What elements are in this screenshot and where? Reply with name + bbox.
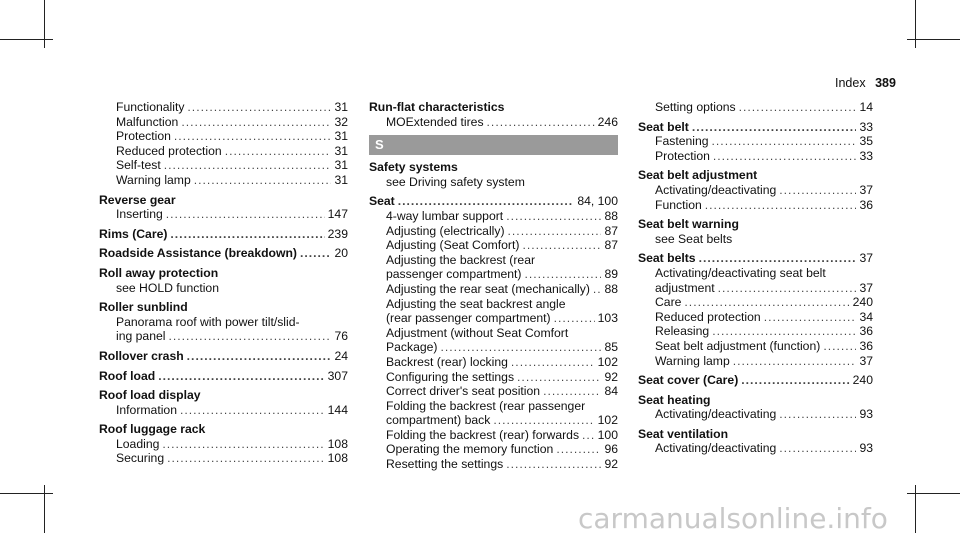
entry-term: Warning lamp [655,353,730,368]
dot-leader [779,441,856,456]
crop-mark [915,0,916,48]
entry-page-ref[interactable]: 37 [859,353,873,368]
entry-page-ref[interactable]: 76 [334,329,348,344]
index-subentry [369,428,618,443]
entry-page-ref[interactable]: 36 [859,197,873,212]
entry-page-ref[interactable]: 92 [604,457,618,472]
index-entry [638,120,873,135]
entry-term: Seat belt adjustment (function) [655,338,821,353]
entry-page-ref[interactable]: 100 [597,427,618,442]
page-number: 389 [875,76,896,90]
index-heading: Seat belt warning [638,217,739,232]
dot-leader [582,428,595,443]
index-subentry [638,339,873,354]
index-subentry [99,403,348,418]
dot-leader [733,354,857,369]
index-subentry [369,209,618,224]
index-subentry [369,311,618,326]
index-entry [99,227,348,242]
dot-leader [187,349,332,364]
entry-page-ref[interactable]: 31 [334,158,348,173]
entry-term: Seat cover (Care) [638,373,739,388]
dot-leader [181,115,331,130]
entry-term: Warning lamp [116,172,191,187]
index-subentry [638,295,873,310]
entry-term: adjustment [655,280,715,295]
entry-page-ref[interactable]: 33 [859,119,873,134]
index-subentry [369,224,618,239]
index-subentry [369,370,618,385]
dot-leader [166,207,325,222]
dot-leader [705,198,857,213]
dot-leader [506,209,601,224]
entry-page-ref[interactable]: 14 [859,100,873,114]
entry-term: Seat belts [638,251,696,266]
index-subentry [638,310,873,325]
dot-leader [493,413,594,428]
entry-page-ref[interactable]: 36 [859,338,873,353]
index-heading: Seat belt adjustment [638,168,758,183]
entry-term: ing panel [116,329,166,344]
index-subentry [369,267,618,282]
index-subentry [638,183,873,198]
entry-page-ref[interactable]: 96 [604,442,618,457]
index-subentry [369,115,618,130]
dot-leader [164,158,332,173]
entry-term: Inserting [116,207,163,222]
index-heading: Roll away protection [99,265,219,280]
entry-page-ref[interactable]: 307 [327,368,348,383]
entry-term: Configuring the settings [386,369,515,384]
dot-leader [398,194,575,209]
index-column-2 [369,100,618,472]
dot-leader [779,183,856,198]
entry-term: Seat belt [638,119,689,134]
index-entry [638,373,873,388]
index-subentry [638,324,873,339]
crop-mark [0,493,53,494]
entry-term: Activating/deactivating [655,407,777,422]
index-subentry-text: Folding the backrest (rear passenger [386,398,586,413]
entry-term: (rear passenger compartment) [386,311,551,326]
index-subentry [638,100,873,115]
entry-page-ref[interactable]: 144 [327,402,348,417]
entry-page-ref[interactable]: 103 [597,311,618,326]
dot-leader [300,246,331,261]
index-heading: Safety systems [369,160,458,175]
entry-page-ref[interactable]: 88 [604,281,618,296]
index-subentry [369,282,618,297]
dot-leader [162,437,324,452]
entry-term: compartment) back [386,413,491,428]
dot-leader [823,339,856,354]
entry-page-ref[interactable]: 92 [604,369,618,384]
index-subentry-text: Adjusting the seat backrest angle [386,296,566,311]
entry-page-ref[interactable]: 37 [859,251,873,266]
index-entry [638,251,873,266]
entry-term: Package) [386,340,438,355]
entry-page-ref[interactable]: 239 [327,226,348,241]
dot-leader [517,370,601,385]
dot-leader [170,227,324,242]
entry-term: Securing [116,451,165,466]
watermark: carmanualsonline.info [578,502,888,535]
dot-leader [174,129,332,144]
entry-term: Roof load [99,368,156,383]
dot-leader [543,384,601,399]
entry-term: 4-way lumbar support [386,208,504,223]
dot-leader [684,295,849,310]
entry-term: Rims (Care) [99,226,168,241]
entry-page-ref[interactable]: 20 [334,246,348,261]
index-subentry [369,384,618,399]
index-heading: Reverse gear [99,192,176,207]
entry-page-ref[interactable]: 240 [852,373,873,388]
section-letter-bar: S [369,135,618,155]
dot-leader [739,100,857,115]
entry-term: Malfunction [116,114,179,129]
entry-term: Reduced protection [655,309,761,324]
index-subentry-text: see Driving safety system [386,174,525,189]
index-entry [369,194,618,209]
index-heading: Seat ventilation [638,426,729,441]
entry-page-ref[interactable]: 31 [334,100,348,114]
entry-page-ref[interactable]: 147 [327,207,348,222]
index-subentry [638,198,873,213]
entry-term: Folding the backrest (rear) forwards [386,427,580,442]
dot-leader [522,238,601,253]
crop-mark [0,39,53,40]
entry-term: Seat [369,194,395,209]
entry-page-ref[interactable]: 85 [604,340,618,355]
entry-page-ref[interactable]: 31 [334,143,348,158]
index-subentry-text: Adjustment (without Seat Comfort [386,325,569,340]
entry-term: Fastening [655,134,709,149]
dot-leader [692,120,857,135]
running-header [835,76,896,90]
index-heading: Roller sunblind [99,300,188,315]
entry-term: Self-test [116,158,161,173]
index-subentry [638,281,873,296]
index-subentry [369,457,618,472]
entry-page-ref[interactable]: 34 [859,309,873,324]
entry-term: Adjusting (Seat Comfort) [386,238,520,253]
entry-page-ref[interactable]: 84, 100 [577,194,618,209]
entry-term: Roadside Assistance (breakdown) [99,246,297,261]
dot-leader [593,282,602,297]
entry-term: Protection [116,129,171,144]
dot-leader [712,324,856,339]
index-subentry [99,144,348,159]
entry-page-ref[interactable]: 108 [327,451,348,466]
index-subentry [638,441,873,456]
index-subentry [99,173,348,188]
entry-term: Correct driver's seat position [386,384,541,399]
entry-page-ref[interactable]: 89 [604,267,618,282]
entry-term: Care [655,295,682,310]
index-subentry [99,129,348,144]
index-subentry [99,115,348,130]
dot-leader [167,451,325,466]
entry-term: Backrest (rear) locking [386,354,508,369]
entry-term: Functionality [116,100,185,114]
entry-term: Information [116,402,177,417]
entry-page-ref[interactable]: 31 [334,129,348,144]
entry-page-ref[interactable]: 93 [859,407,873,422]
dot-leader [712,134,857,149]
index-subentry [99,100,348,115]
dot-leader [779,407,856,422]
index-subentry-text: Activating/deactivating seat belt [655,265,826,280]
index-subentry [638,354,873,369]
dot-leader [554,311,595,326]
dot-leader [524,267,601,282]
index-subentry-text: Adjusting the backrest (rear [386,252,536,267]
dot-leader [511,355,595,370]
entry-term: Loading [116,436,160,451]
header-label: Index [835,76,866,90]
entry-page-ref[interactable]: 84 [604,384,618,399]
dot-leader [194,173,332,188]
index-heading: Roof load display [99,388,201,403]
dot-leader [508,224,602,239]
index-subentry [369,238,618,253]
entry-page-ref[interactable]: 36 [859,324,873,339]
index-subentry [99,329,348,344]
index-heading: Seat heating [638,392,711,407]
entry-term: passenger compartment) [386,267,522,282]
entry-page-ref[interactable]: 93 [859,441,873,456]
entry-term: Protection [655,148,710,163]
index-heading: Run-flat characteristics [369,100,505,114]
index-subentry-text: see Seat belts [655,231,733,246]
crop-mark [907,39,960,40]
dot-leader [699,251,857,266]
index-column-3 [638,100,873,456]
entry-page-ref[interactable]: 32 [334,114,348,129]
index-column-1 [99,100,348,466]
index-entry [99,246,348,261]
dot-leader [187,100,331,115]
entry-term: MOExtended tires [386,114,484,129]
entry-page-ref[interactable]: 87 [604,223,618,238]
dot-leader [487,115,595,130]
entry-term: Function [655,197,702,212]
index-subentry [369,340,618,355]
dot-leader [741,373,849,388]
dot-leader [718,281,857,296]
entry-term: Resetting the settings [386,457,504,472]
entry-page-ref[interactable]: 37 [859,280,873,295]
dot-leader [168,329,331,344]
entry-term: Operating the memory function [386,442,554,457]
entry-page-ref[interactable]: 37 [859,182,873,197]
index-entry [99,349,348,364]
entry-term: Rollover crash [99,348,184,363]
dot-leader [506,457,601,472]
index-subentry-text: Panorama roof with power tilt/slid- [116,314,300,329]
entry-page-ref[interactable]: 24 [334,348,348,363]
index-subentry [99,437,348,452]
entry-term: Releasing [655,324,710,339]
entry-page-ref[interactable]: 240 [852,295,873,310]
entry-page-ref[interactable]: 33 [859,148,873,163]
entry-page-ref[interactable]: 246 [597,114,618,129]
entry-term: Activating/deactivating [655,182,777,197]
index-subentry-text: see HOLD function [116,280,219,295]
index-subentry [638,407,873,422]
index-subentry [638,134,873,149]
dot-leader [158,369,324,384]
entry-page-ref[interactable]: 102 [597,354,618,369]
entry-term: Setting options [655,100,736,114]
dot-leader [225,144,332,159]
entry-term: Adjusting the rear seat (mechanically) [386,281,590,296]
index-subentry [369,413,618,428]
entry-term: Reduced protection [116,143,222,158]
dot-leader [556,442,601,457]
entry-term: Adjusting (electrically) [386,223,505,238]
dot-leader [713,149,857,164]
entry-page-ref[interactable]: 102 [597,413,618,428]
dot-leader [180,403,325,418]
index-subentry [638,149,873,164]
entry-page-ref[interactable]: 31 [334,172,348,187]
crop-mark [907,493,960,494]
crop-mark [44,0,45,48]
entry-page-ref[interactable]: 108 [327,436,348,451]
index-subentry [99,207,348,222]
index-subentry [369,355,618,370]
index-subentry [99,451,348,466]
dot-leader [441,340,602,355]
dot-leader [764,310,857,325]
index-heading: Roof luggage rack [99,422,206,437]
index-subentry [99,158,348,173]
entry-page-ref[interactable]: 35 [859,134,873,149]
index-subentry [369,442,618,457]
entry-page-ref[interactable]: 87 [604,238,618,253]
index-entry [99,369,348,384]
entry-page-ref[interactable]: 88 [604,208,618,223]
entry-term: Activating/deactivating [655,441,777,456]
